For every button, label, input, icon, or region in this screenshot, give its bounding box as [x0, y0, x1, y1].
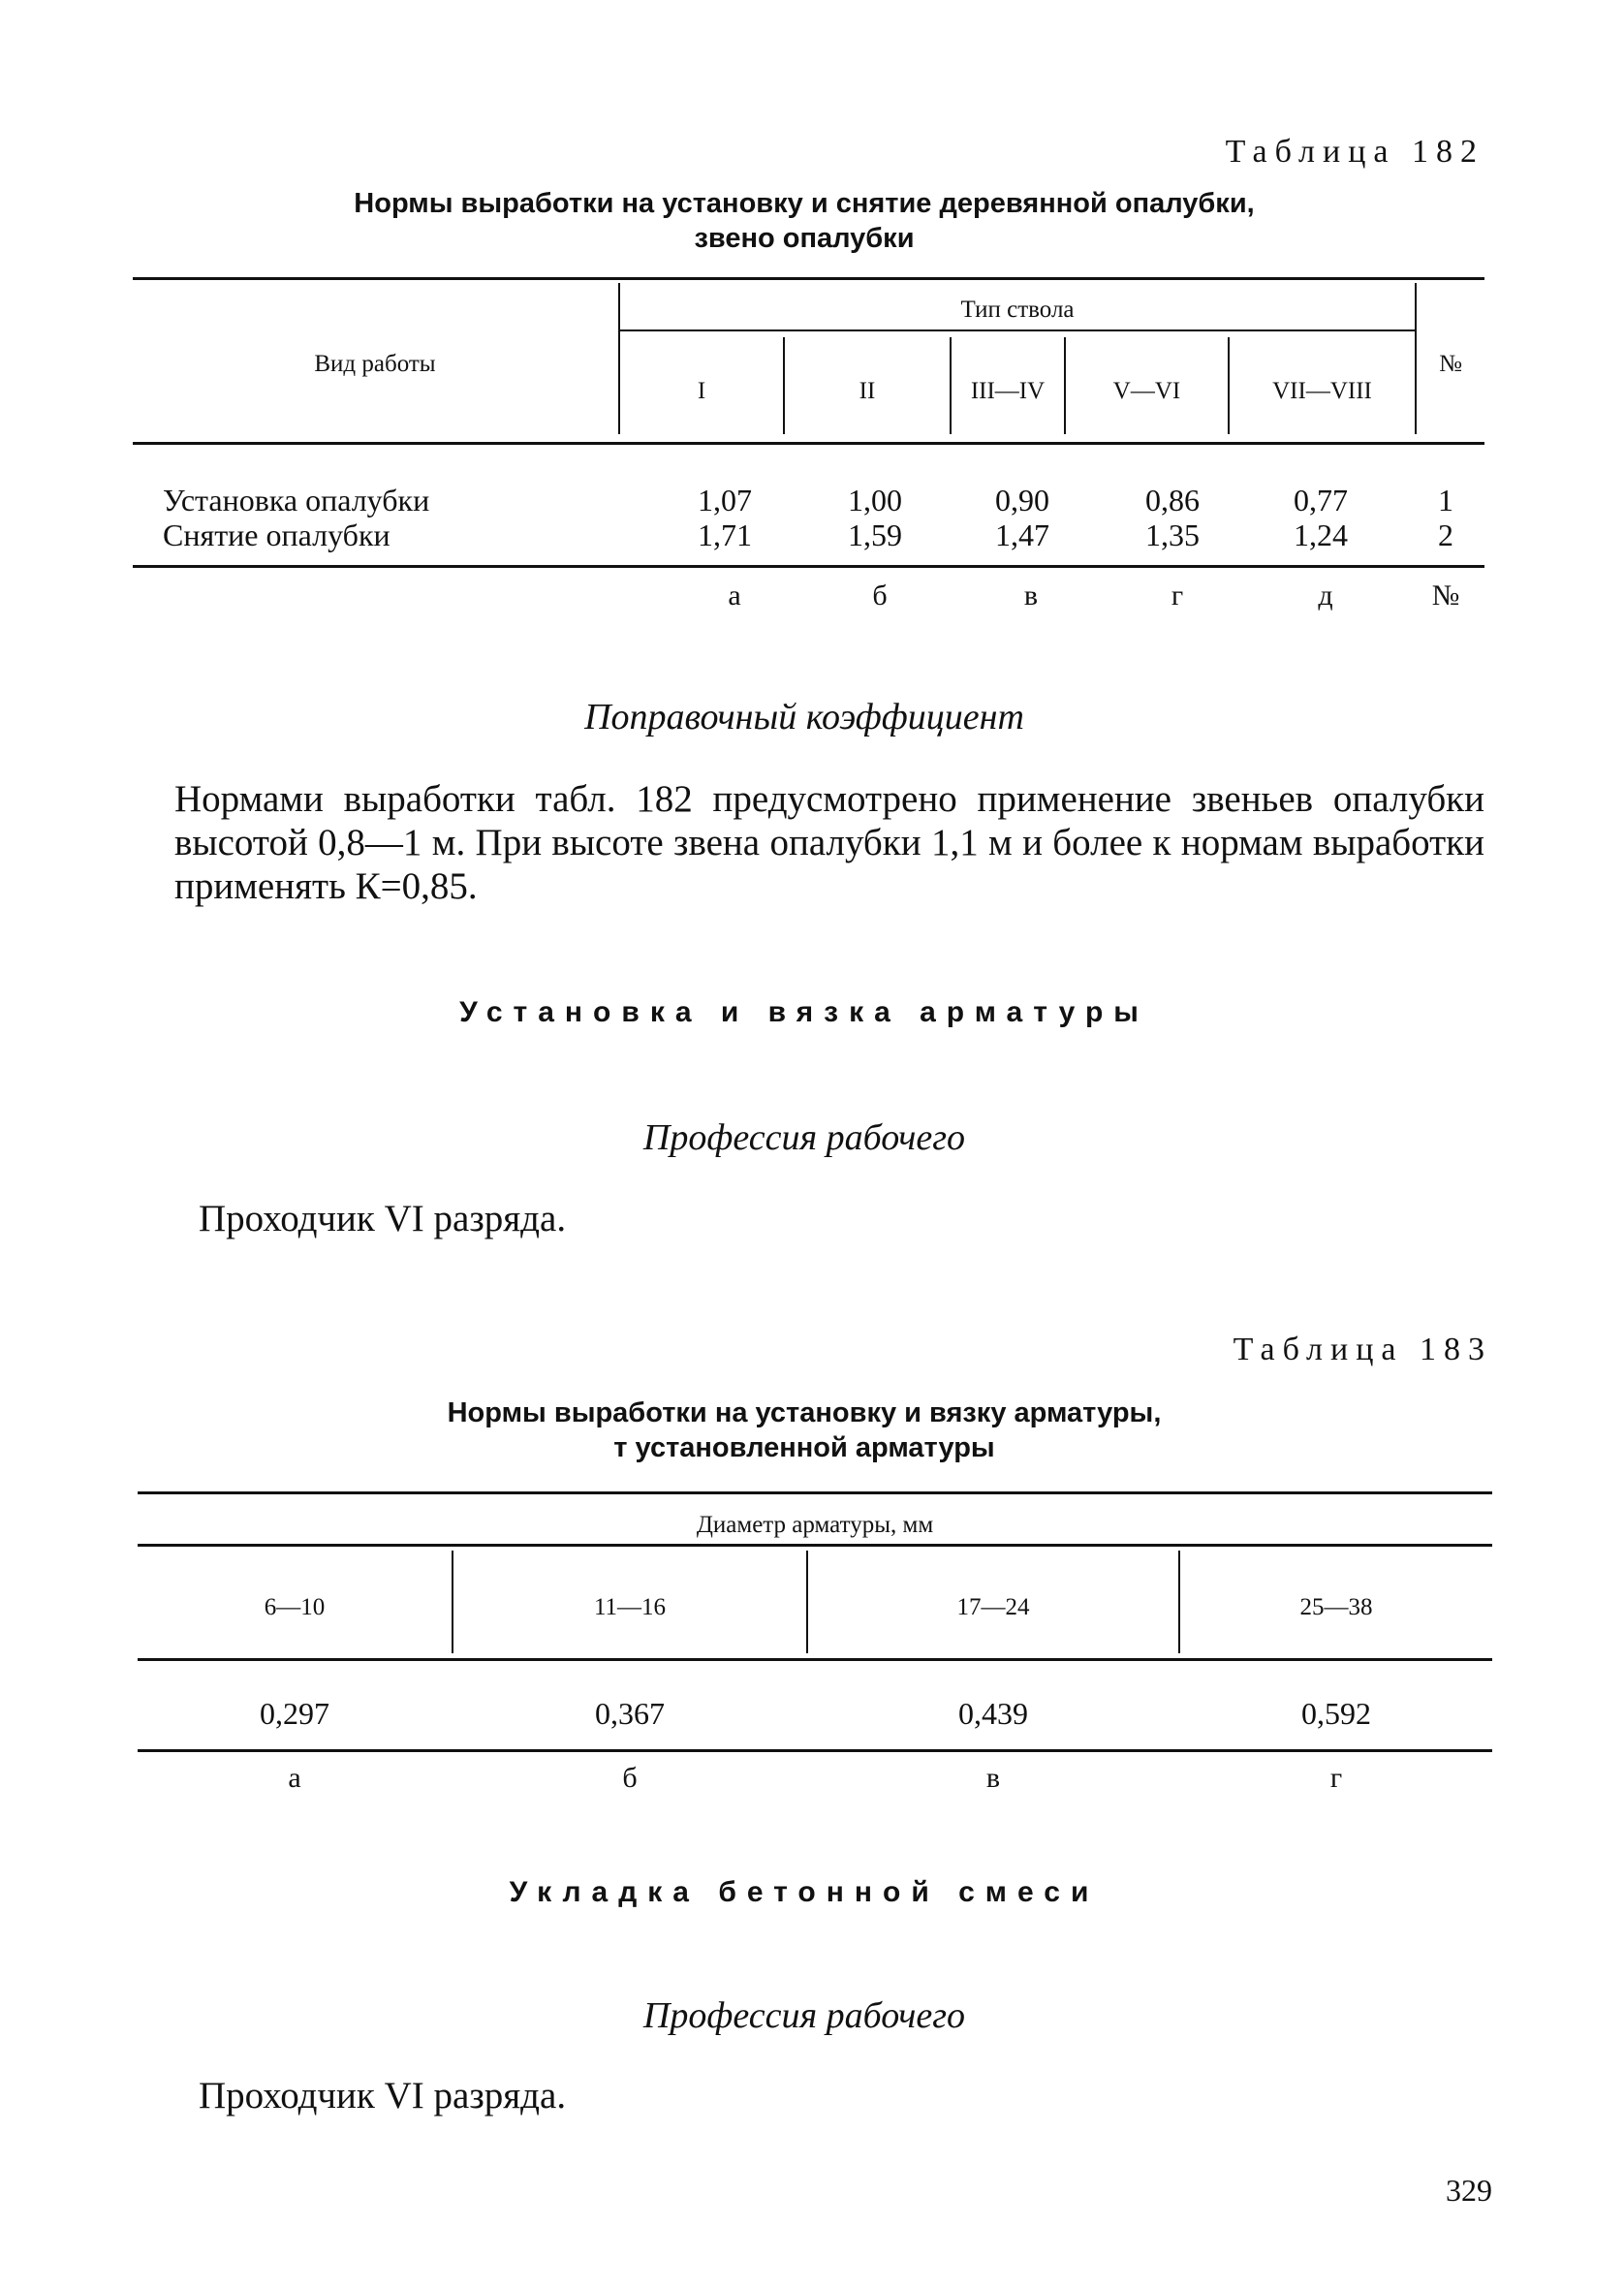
table-182-col-key: б: [872, 580, 888, 611]
table-183-col-key: а: [288, 1762, 301, 1794]
table-182-cell: 1,71: [698, 517, 752, 552]
table-183-title-line2: т установленной арматуры: [613, 1432, 995, 1463]
table-183-top-rule: [138, 1491, 1492, 1494]
table-183-col-key: в: [985, 1762, 1001, 1794]
table-183-bottom-rule: [138, 1749, 1492, 1752]
table-183-header-group: Диаметр арматуры, мм: [696, 1512, 934, 1538]
table-182-cell: 1,07: [698, 483, 752, 517]
table-182-cell: 1,00: [848, 483, 902, 517]
table-182-label: Таблица 182: [1225, 134, 1484, 170]
table-182-row-num: 2: [1438, 517, 1453, 552]
section-concrete-heading: Укладка бетонной смеси: [509, 1876, 1100, 1908]
table-183-col-key: б: [622, 1762, 638, 1794]
section-rebar-profession: Проходчик VI разряда.: [199, 1198, 567, 1239]
section-rebar-heading: Установка и вязка арматуры: [459, 996, 1149, 1028]
table-183-col-header: 25—38: [1299, 1594, 1373, 1620]
table-182-col-header: V—VI: [1112, 378, 1181, 404]
table-182-col-key: г: [1171, 580, 1184, 611]
table-182-row-label: Снятие опалубки: [163, 517, 390, 552]
table-182-header-group: Тип ствола: [960, 297, 1075, 323]
table-183-col-header: 11—16: [593, 1594, 667, 1620]
table-182-header-work: Вид работы: [314, 351, 436, 377]
table-182-cell: 0,90: [995, 483, 1049, 517]
table-182-cell: 0,77: [1294, 483, 1348, 517]
table-182-title-line2: звено опалубки: [694, 223, 915, 254]
table-182-cell: 1,47: [995, 517, 1049, 552]
table-182-top-rule: [133, 277, 1484, 280]
section-rebar-profession-heading: Профессия рабочего: [642, 1117, 966, 1158]
table-182-group-rule: [620, 329, 1417, 331]
table-182-col-key: а: [728, 580, 741, 611]
table-182-col-header: I: [697, 378, 706, 404]
table-182-row-label: Установка опалубки: [163, 483, 430, 517]
table-182-cell: 0,86: [1145, 483, 1200, 517]
table-183-cell: 0,367: [595, 1696, 665, 1731]
section-concrete-profession-heading: Профессия рабочего: [642, 1995, 966, 2036]
table-182-col-key: в: [1023, 580, 1039, 611]
table-182-cell: 1,59: [848, 517, 902, 552]
table-183-group-rule: [138, 1544, 1492, 1547]
table-183-col-key: г: [1329, 1762, 1343, 1794]
page-number: 329: [1446, 2173, 1492, 2208]
table-183-cell: 0,592: [1301, 1696, 1371, 1731]
table-183-cell: 0,439: [958, 1696, 1028, 1731]
table-183-cell: 0,297: [260, 1696, 329, 1731]
section-concrete-profession: Проходчик VI разряда.: [199, 2075, 567, 2117]
table-183-label: Таблица 183: [1233, 1332, 1492, 1367]
correction-text: Нормами выработки табл. 182 предусмотрено применение звеньев опалубки высотой 0,8—1 м. При высоте звена опалубки 1,1 м и более к нормам выработки применять К=0,85.: [174, 778, 1484, 907]
table-182-header-rule: [133, 442, 1484, 445]
table-182-col-header: VII—VIII: [1272, 378, 1372, 404]
table-182-bottom-rule: [133, 565, 1484, 568]
table-182-title-line1: Нормы выработки на установку и снятие деревянной опалубки,: [354, 188, 1255, 219]
table-182-key-num: №: [1431, 580, 1460, 611]
table-183-col-header: 6—10: [264, 1594, 326, 1620]
correction-heading: Поправочный коэффициент: [584, 697, 1024, 737]
table-183-col-header: 17—24: [956, 1594, 1030, 1620]
table-182-col-key: д: [1318, 580, 1333, 611]
table-182-cell: 1,24: [1294, 517, 1348, 552]
table-183-header-rule: [138, 1658, 1492, 1661]
table-182-col-header: III—IV: [970, 378, 1046, 404]
table-182-cell: 1,35: [1145, 517, 1200, 552]
table-182-row-num: 1: [1438, 483, 1453, 517]
table-183-title-line1: Нормы выработки на установку и вязку арматуры,: [447, 1397, 1162, 1428]
table-182-col-header: II: [859, 378, 876, 404]
table-182-header-num: №: [1439, 351, 1462, 377]
